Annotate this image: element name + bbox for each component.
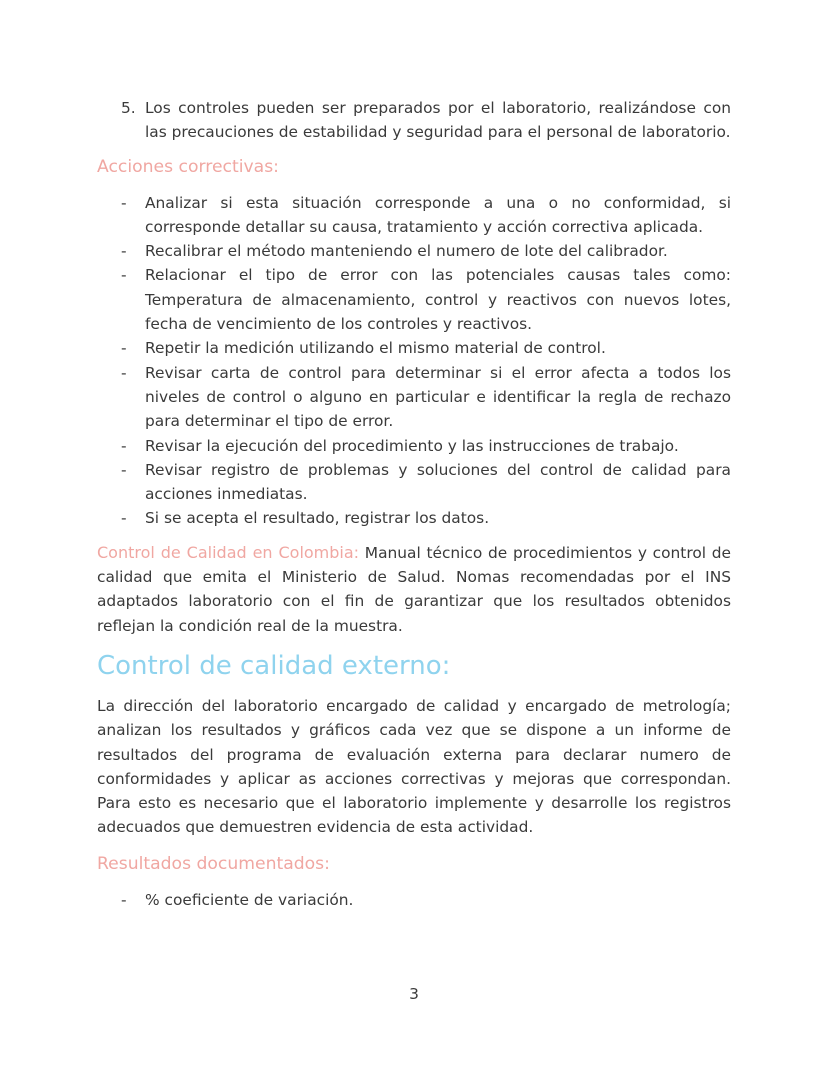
bullet-dash: - (121, 890, 127, 909)
colombia-paragraph (97, 541, 731, 638)
externo-paragraph: La dirección del laboratorio encargado de calidad y encargado de metrología; analizan los resultados y gráficos cada vez que se dispone a un informe de resultados del programa de evaluación externa para declarar numero de conformidades y aplicar as acciones correctivas y mejoras que correspondan. Para esto es necesario que el laboratorio implemente y desarrolle los registros adecuados que demuestren evidencia de esta actividad. (97, 696, 731, 837)
list-item-text: Revisar carta de control para determinar si el error afecta a todos los niveles de control o alguno en particular e identificar la regla de rechazo para determinar el tipo de error. (145, 363, 731, 431)
acciones-heading: Acciones correctivas: (97, 156, 279, 177)
list-item (97, 888, 731, 912)
document-page (97, 96, 731, 912)
bullet-dash: - (121, 193, 127, 212)
item-text: Los controles pueden ser preparados por el laboratorio, realizándose con las precauciones de estabilidad y seguridad para el personal de laboratorio. (145, 99, 731, 142)
bullet-dash: - (121, 339, 127, 358)
colombia-text: Manual técnico de procedimientos y control de calidad que emita el Ministerio de Salud. Nomas recomendadas por el INS adaptados laboratorio con el fin de garantizar que los resultados obtenidos reflejan la condición real de la muestra. (97, 543, 731, 635)
bullet-dash: - (121, 363, 127, 382)
acciones-list (97, 191, 731, 531)
page-number: 3 (409, 985, 419, 1003)
list-item (97, 239, 731, 263)
list-item (97, 191, 731, 240)
list-item-text: Si se acepta el resultado, registrar los datos. (145, 509, 490, 528)
list-item (97, 506, 731, 530)
colombia-heading: Control de Calidad en Colombia: (97, 542, 360, 562)
list-item (97, 458, 731, 507)
list-item-text: Analizar si esta situación corresponde a una o no conformidad, si corresponde detallar su causa, tratamiento y acción correctiva aplicada. (145, 193, 731, 236)
externo-heading: Control de calidad externo: (97, 650, 451, 681)
list-item-text: Revisar registro de problemas y soluciones del control de calidad para acciones inmediatas. (145, 460, 731, 504)
list-item (97, 263, 731, 336)
resultados-heading: Resultados documentados: (97, 853, 330, 874)
bullet-dash: - (121, 460, 127, 479)
bullet-dash: - (121, 266, 127, 285)
list-item-text: Relacionar el tipo de error con las potenciales causas tales como: Temperatura de almacenamiento, control y reactivos con nuevos lotes, fecha de vencimiento de los controles y reactivos. (145, 266, 731, 334)
item-number: 5. (121, 99, 136, 117)
list-item (97, 361, 731, 434)
list-item-text: Recalibrar el método manteniendo el numero de lote del calibrador. (145, 242, 668, 261)
list-item (97, 336, 731, 360)
bullet-dash: - (121, 436, 127, 455)
list-item-text: % coeficiente de variación. (145, 890, 354, 909)
list-item-text: Revisar la ejecución del procedimiento y las instrucciones de trabajo. (145, 436, 679, 455)
list-item-text: Repetir la medición utilizando el mismo material de control. (145, 339, 606, 358)
numbered-item (97, 96, 731, 145)
bullet-dash: - (121, 242, 127, 261)
bullet-dash: - (121, 509, 127, 528)
list-item (97, 434, 731, 458)
resultados-list (97, 888, 731, 912)
